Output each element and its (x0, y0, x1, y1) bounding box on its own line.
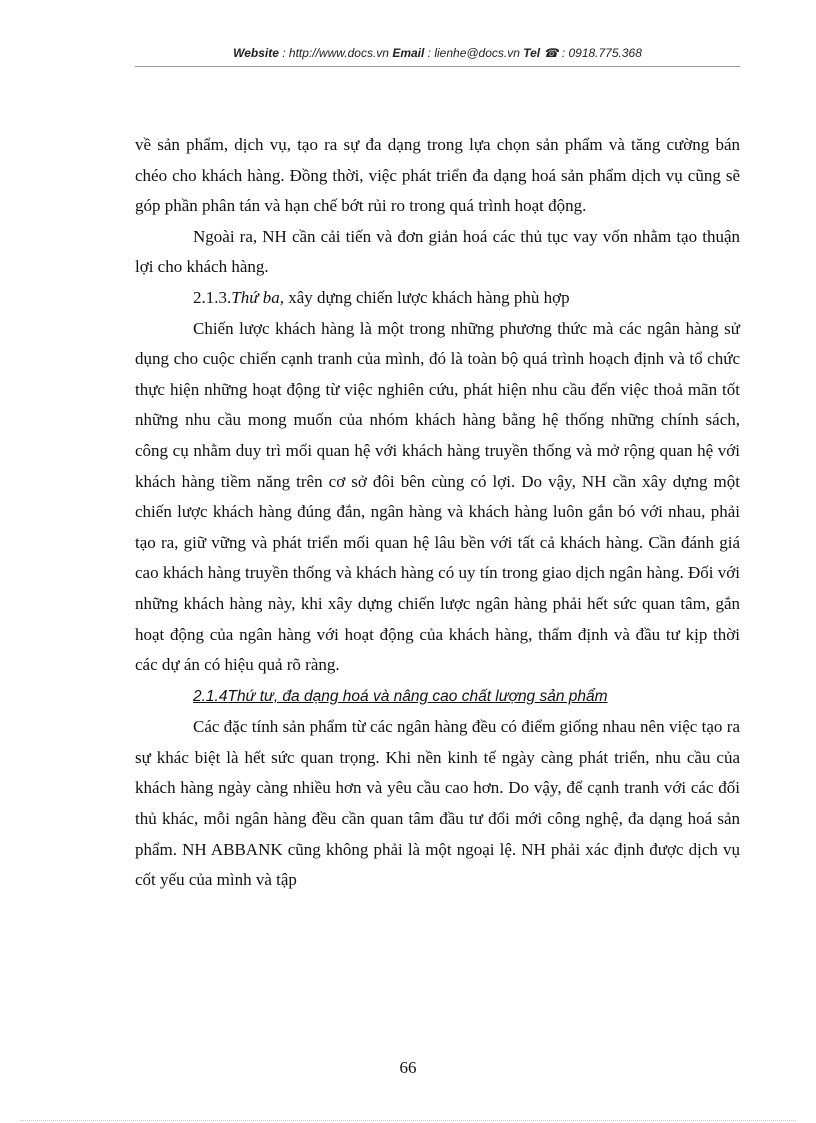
header-website-label: Website (233, 46, 279, 60)
header-website-value: : http://www.docs.vn (282, 46, 389, 60)
paragraph-4: Các đặc tính sản phẩm từ các ngân hàng đều có điểm giống nhau nên việc tạo ra sự khác biệt là hết sức quan trọng. Khi nền kinh tế ngày càng phát triển, nhu cầu của khách hàng ngày càng nhiều hơn và yêu cầu cao hơn. Do vậy, để cạnh tranh với các đối thủ khác, mỗi ngân hàng đều cần quan tâm đầu tư đổi mới công nghệ, đa dạng hoá sản phẩm. NH ABBANK cũng không phải là một ngoại lệ. NH phải xác định được dịch vụ cốt yếu của mình và tập (135, 717, 740, 890)
paragraph-3: Chiến lược khách hàng là một trong những phương thức mà các ngân hàng sử dụng cho cuộc chiến cạnh tranh của mình, đó là toàn bộ quá trình hoạch định và tổ chức thực hiện những hoạt động từ việc nghiên cứu, phát hiện nhu cầu đến việc thoả mãn tốt những nhu cầu mong muốn của nhóm khách hàng bằng hệ thống những chính sách, công cụ nhằm duy trì mối quan hệ với khách hàng truyền thống và mở rộng quan hệ với khách hàng tiềm năng trên cơ sở đôi bên cùng có lợi. Do vậy, NH cần xây dựng một chiến lược khách hàng đúng đắn, ngân hàng và khách hàng luôn gắn bó với nhau, phải tạo ra, giữ vững và phát triển mối quan hệ lâu bền với tất cả khách hàng. Cần đánh giá cao khách hàng truyền thống và khách hàng có uy tín trong giao dịch ngân hàng. Đối với những khách hàng này, khi xây dựng chiến lược ngân hàng phải hết sức quan tâm, gắn hoạt động của ngân hàng với hoạt động của khách hàng, thẩm định và đầu tư kịp thời các dự án có hiệu quả rõ ràng. (135, 318, 740, 675)
header-tel-value: : 0918.775.368 (561, 46, 642, 60)
header-tel-label: Tel (523, 46, 541, 60)
phone-icon: ☎ (543, 46, 559, 60)
heading-2-1-3-italic: Thứ ba, (231, 287, 284, 307)
paragraph-2: Ngoài ra, NH cần cải tiến và đơn giản hoá các thủ tục vay vốn nhằm tạo thuận lợi cho khách hàng. (135, 226, 740, 277)
heading-2-1-3 (135, 283, 740, 314)
header-email-value: : lienhe@docs.vn (427, 46, 520, 60)
page-header (135, 46, 740, 60)
footer-divider (20, 1120, 796, 1121)
header-divider (135, 66, 740, 67)
heading-2-1-3-text: xây dựng chiến lược khách hàng phù hợp (283, 287, 570, 307)
header-email-label: Email (392, 46, 425, 60)
heading-2-1-4: 2.1.4Thứ tư, đa dạng hoá và nâng cao chất lượng sản phẩm (193, 687, 608, 705)
paragraph-1: về sản phẩm, dịch vụ, tạo ra sự đa dạng trong lựa chọn sản phẩm và tăng cường bán chéo cho khách hàng. Đồng thời, việc phát triển đa dạng hoá sản phẩm dịch vụ cũng sẽ góp phần phân tán và hạn chế bớt rủi ro trong quá trình hoạt động. (135, 135, 740, 216)
heading-2-1-3-number: 2.1.3. (193, 287, 232, 307)
page-number: 66 (399, 1058, 417, 1077)
document-body (135, 130, 740, 896)
